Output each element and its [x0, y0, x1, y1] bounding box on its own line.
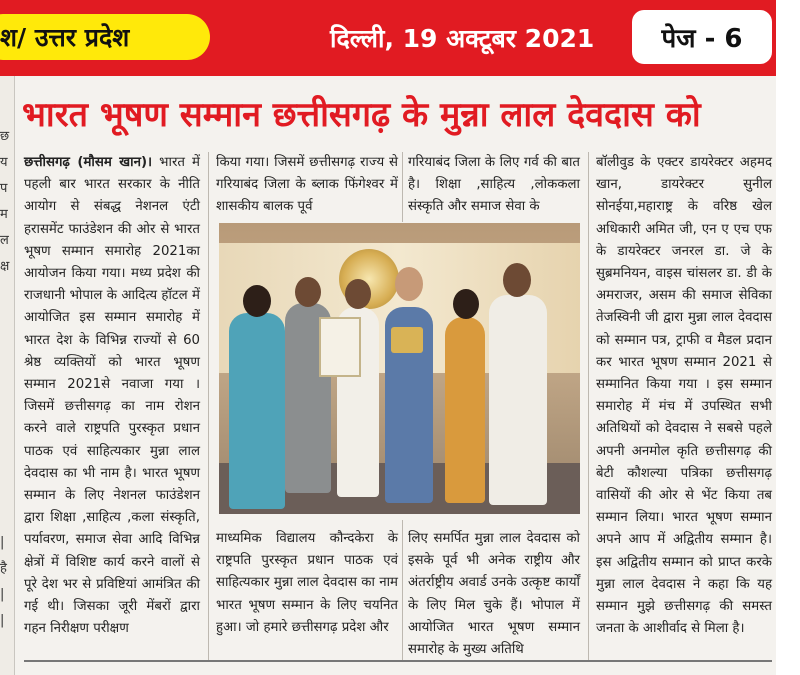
certificate: [319, 317, 361, 377]
article-column-2-bottom: माध्यमिक विद्यालय कौन्दकेरा के राष्ट्रपति पुरस्कृत प्रधान पाठक एवं साहित्यकार मुन्ना लाल देवदास का नाम भारत भूषण सम्मान के लिए चयनित हुआ। जो हमारे छत्तीसगढ़ प्रदेश और: [216, 531, 398, 635]
section-label: श/ उत्तर प्रदेश: [0, 14, 210, 60]
fragment-text: छ: [0, 129, 10, 144]
person-head: [453, 289, 479, 319]
fragment-text: |: [0, 587, 5, 602]
trophy: [391, 327, 423, 353]
person-man-white-suit: [489, 295, 547, 505]
bottom-rule: [24, 660, 772, 662]
person-head: [345, 279, 371, 309]
fragment-text: |: [0, 613, 5, 628]
adjacent-column-fragment: [0, 76, 15, 675]
person-woman-blue-saree: [229, 313, 285, 509]
column-divider: [402, 152, 403, 222]
column-divider: [402, 520, 403, 660]
dateline: दिल्ली, 19 अक्टूबर 2021: [330, 24, 595, 53]
fragment-text: प: [0, 181, 8, 196]
person-head: [295, 277, 321, 307]
person-woman-saree: [445, 317, 485, 503]
article-column-3-top: गरियाबंद जिला के लिए गर्व की बात है। शिक्षा ,साहित्य ,लोककला संस्कृति और समाज सेवा के: [408, 155, 580, 215]
article-column-1: [24, 152, 200, 652]
article-column-3-bottom: लिए समर्पित मुन्ना लाल देवदास को इसके पूर्व भी अनेक राष्ट्रीय और अंतर्राष्ट्रीय अवार्ड उनके उत्कृष्ट कार्यों के लिए मिल चुके हैं। भोपाल में आयोजित भारत भूषण सम्मान समारोह के मुख्य अतिथि: [408, 531, 580, 658]
masthead-bar: [0, 0, 800, 76]
headline: भारत भूषण सम्मान छत्तीसगढ़ के मुन्ना लाल देवदास को: [22, 95, 701, 135]
article-text: भारत में पहली बार भारत सरकार के नीति आयोग से संबद्ध नेशनल एंटी हरासमेंट फाउंडेशन की ओर से भारत भूषण सम्मान समारोह 2021का आयोजन किया गया। मध्य प्रदेश की राजधानी भोपाल के आदित्य हॉटल में आयोजित इस सम्मान समारोह में भारत देश के विभिन्न राज्यों से 60 श्रेष्ठ व्यक्तियों को भारत भूषण सम्मान 2021से नवाजा गया । जिसमें छत्तीसगढ़ का नाम रोशन करने वाले राष्ट्रपति पुरस्कृत प्रधान पाठक एवं साहित्यकार मुन्ना लाल देवदास का भी नाम है। भारत भूषण सम्मान के लिए नेशनल फाउंडेशन द्वारा शिक्षा ,साहित्य ,कला संस्कृति, पर्यावरण, समाज सेवा आदि विभिन्न क्षेत्रों में विशिष्ट कार्य करने वालों से पूरे देश भर से प्रविष्टियां आमंत्रित की गई थी। जिसका जूरी मेंबरों द्वारा गहन निरीक्षण परीक्षण: [24, 155, 200, 637]
fragment-text: ल: [0, 233, 9, 248]
fragment-text: है: [0, 561, 7, 576]
byline: छत्तीसगढ़ (मौसम खान)।: [24, 155, 153, 170]
award-ceremony-photo: [219, 223, 580, 514]
article-column-2-top: किया गया। जिसमें छत्तीसगढ़ राज्य से गरियाबंद जिला के ब्लाक फिंगेश्वर में शासकीय बालक पूर्व: [216, 155, 398, 215]
person-head-hat: [395, 267, 423, 301]
fragment-text: |: [0, 535, 5, 550]
column-divider: [588, 152, 589, 660]
page-number: पेज - 6: [632, 10, 772, 64]
fragment-text: म: [0, 207, 8, 222]
column-divider: [208, 152, 209, 660]
person-head: [503, 263, 531, 297]
fragment-text: य: [0, 155, 8, 170]
fragment-text: क्ष: [0, 259, 10, 274]
article-column-4: बॉलीवुड के एक्टर डायरेक्टर अहमद खान, डायरेक्टर सुनील सोनईया,महाराष्ट्र के वरिष्ठ खेल अधिकारी अमित जी, एन ए एच एफ के डायरेक्टर जनरल डा. जे के सुब्रमनियन, वाइस चांसलर डा. डी के अमराजर, असम की समाज सेविका तेजस्विनी जी द्वारा मुन्ना लाल देवदास को सम्मान पत्र, ट्राफी व मैडल प्रदान कर भारत भूषण सम्मान 2021 से सम्मानित किया गया । इस सम्मान समारोह में मंच में उपस्थित सभी अतिथियों को देवदास ने सबसे पहले अपनी अनमोल कृति छत्तीसगढ़ की बेटी कौशल्या पत्रिका छत्तीसगढ़ वासियों की ओर से भेंट किया तब सम्मान लिया। भारत भूषण सम्मान अपने आप में अद्वितीय सम्मान है। इस अद्वितीय सम्मान को प्राप्त करके मुन्ना लाल देवदास ने कहा कि यह सम्मान मुझे छत्तीसगढ़ की समस्त जनता के आशीर्वाद से मिला है।: [596, 155, 772, 637]
person-head: [243, 285, 271, 317]
